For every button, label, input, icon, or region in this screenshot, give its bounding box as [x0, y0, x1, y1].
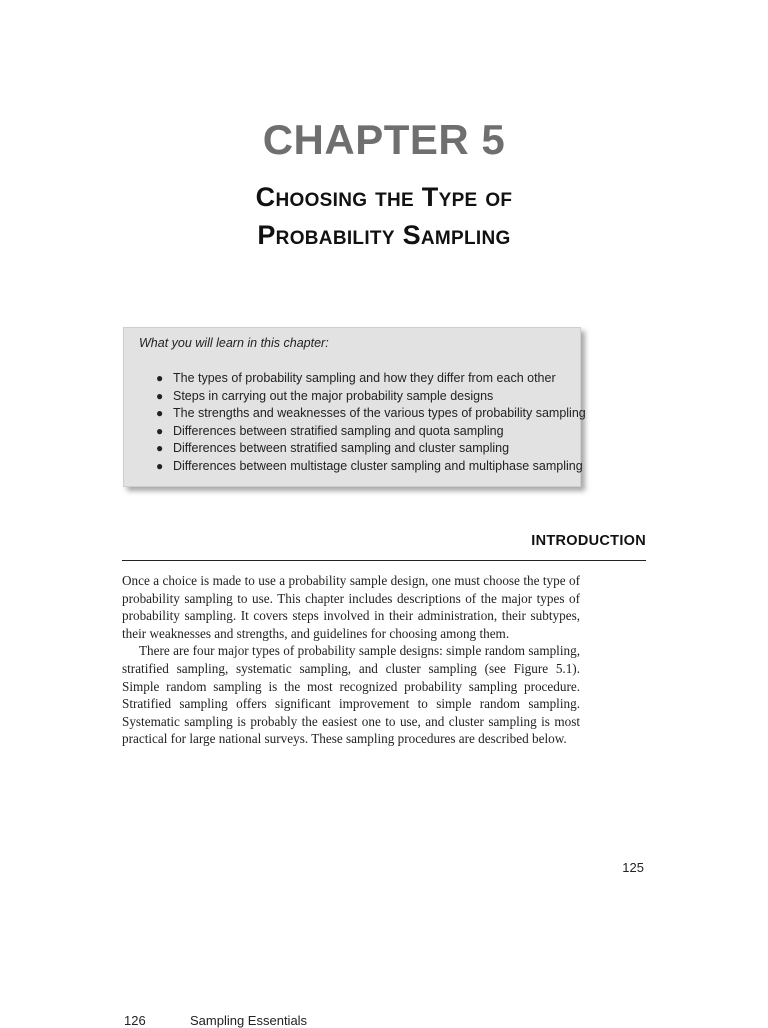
bullet-icon: ●: [156, 371, 164, 385]
bullet-icon: ●: [156, 458, 164, 473]
learning-objectives-box: [123, 327, 586, 487]
bullet-icon: ●: [156, 406, 164, 421]
body-paragraph: Once a choice is made to use a probability sample design, one must choose the type of probability sampling to use. This chapter includes descriptions of the major types of probability sampling. It covers steps involved in their administration, their subtypes, their weaknesses and strengths, and guidelines for choosing among them.: [122, 573, 580, 641]
objective-text: The types of probability sampling and how they differ from each other: [173, 371, 556, 385]
body-paragraph: There are four major types of probability sample designs: simple random sampling, stratified sampling, systematic sampling, and cluster sampling (see Figure 5.1). Simple random sampling is the most recognized probability sampling procedure. Stratified sampling offers significant improvement to simple random sampling. Systematic sampling is probably the easiest one to use, and cluster sampling is most practical for large national surveys. These sampling procedures are described below.: [122, 643, 580, 747]
objective-text: Differences between stratified sampling and cluster sampling: [173, 441, 510, 456]
bullet-icon: ●: [156, 441, 164, 456]
page-number: 125: [622, 860, 644, 875]
objective-item: [156, 440, 586, 458]
objectives-heading: What you will learn in this chapter:: [139, 336, 329, 350]
objective-item: [156, 388, 586, 406]
running-head: Sampling Essentials: [190, 1013, 308, 1028]
section-heading-introduction: INTRODUCTION: [531, 533, 646, 549]
chapter-title-line-1: Choosing the Type of: [255, 182, 513, 212]
objective-text: The strengths and weaknesses of the various types of probability sampling: [173, 406, 586, 421]
chapter-number: CHAPTER 5: [262, 116, 506, 163]
next-page-header: [124, 1013, 307, 1028]
objective-text: Steps in carrying out the major probability sample designs: [173, 388, 494, 403]
introduction-body: [122, 572, 580, 748]
objective-item: [156, 423, 586, 441]
objective-item: [156, 370, 586, 388]
objective-item: [156, 458, 586, 476]
objective-text: Differences between stratified sampling and quota sampling: [173, 423, 504, 438]
objective-text: Differences between multistage cluster sampling and multiphase sampling: [173, 458, 583, 473]
next-page-number: 126: [124, 1013, 146, 1028]
chapter-title: [0, 178, 768, 254]
objectives-list: [156, 370, 586, 476]
chapter-title-line-2: Probability Sampling: [257, 220, 511, 250]
bullet-icon: ●: [156, 423, 164, 438]
bullet-icon: ●: [156, 388, 164, 403]
section-divider: [122, 560, 646, 561]
objective-item: [156, 405, 586, 423]
